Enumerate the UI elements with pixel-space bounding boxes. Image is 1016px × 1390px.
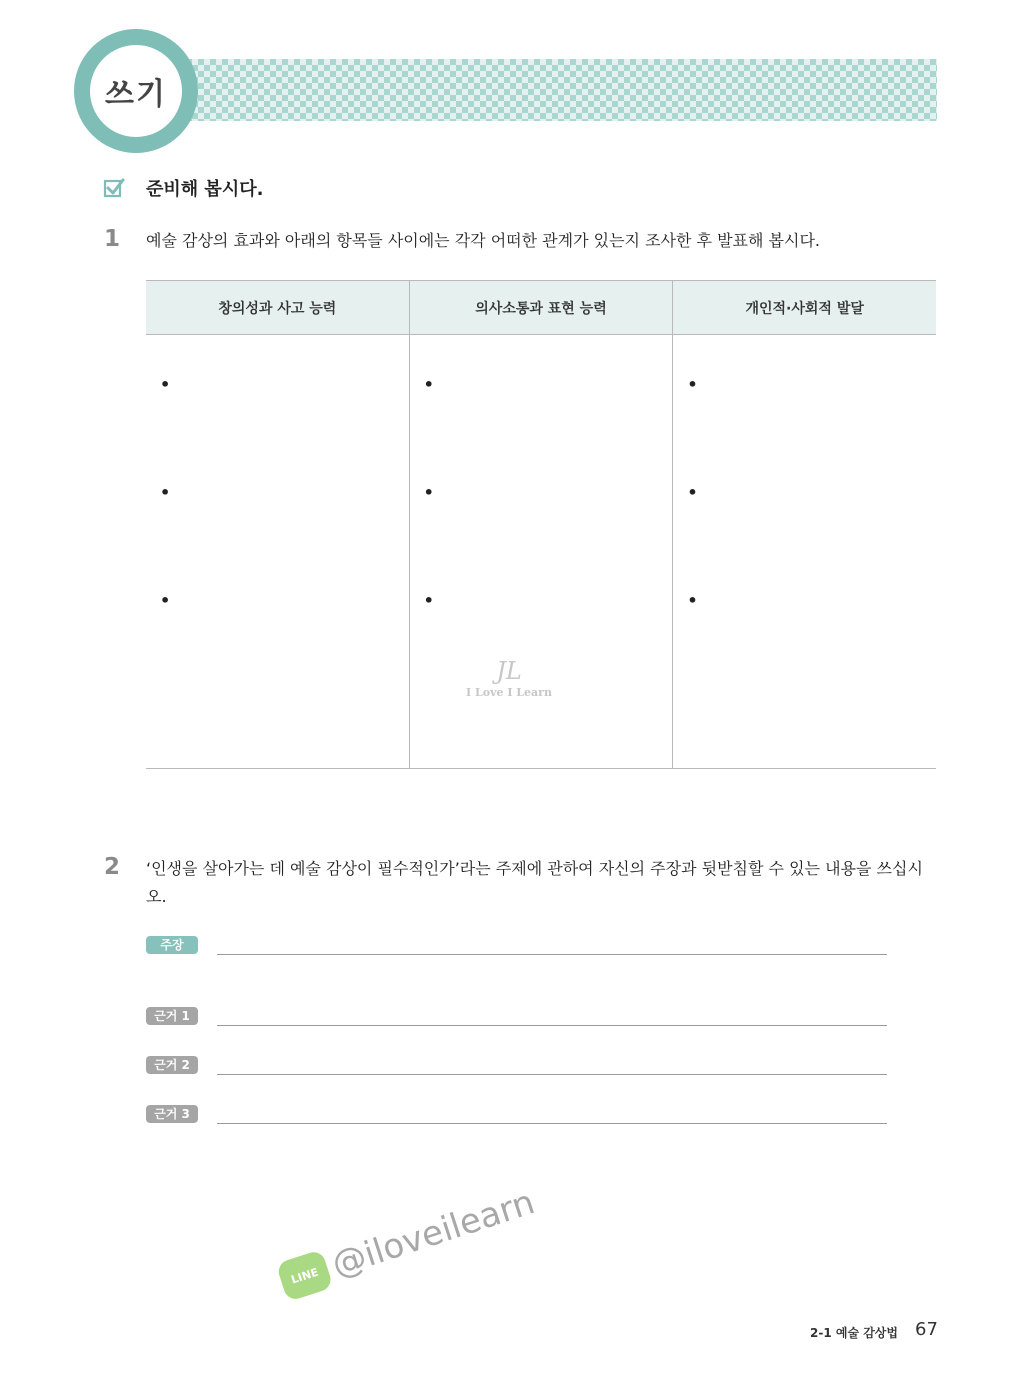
reason-2-answer-line[interactable] bbox=[217, 1074, 887, 1075]
bullet: • bbox=[687, 375, 698, 394]
checkbox-checked-icon bbox=[103, 177, 125, 199]
bullet: • bbox=[687, 591, 698, 610]
social-watermark bbox=[276, 1182, 540, 1302]
bullet: • bbox=[423, 591, 434, 610]
claim-tag: 주장 bbox=[146, 936, 198, 954]
table-column-development bbox=[672, 281, 936, 768]
claim-answer-line[interactable] bbox=[217, 954, 887, 955]
reason-2-tag: 근거 2 bbox=[146, 1056, 198, 1074]
reason-3-tag: 근거 3 bbox=[146, 1105, 198, 1123]
page-number: 67 bbox=[915, 1319, 938, 1340]
prep-heading: 준비해 봅시다. bbox=[146, 179, 264, 200]
reason-1-tag: 근거 1 bbox=[146, 1007, 198, 1025]
bullet: • bbox=[160, 483, 171, 502]
question-1-text: 예술 감상의 효과와 아래의 항목들 사이에는 각각 어떠한 관계가 있는지 조사한 후 발표해 봅시다. bbox=[146, 231, 820, 250]
question-1-number: 1 bbox=[104, 226, 121, 252]
section-title: 쓰기 bbox=[105, 77, 167, 112]
bullet: • bbox=[423, 375, 434, 394]
bullet: • bbox=[160, 591, 171, 610]
table-answer-cell[interactable] bbox=[146, 335, 409, 768]
watermark-monogram: JL bbox=[496, 657, 522, 685]
line-app-icon: LINE bbox=[276, 1249, 334, 1302]
table-answer-cell[interactable] bbox=[673, 335, 936, 768]
watermark-logo bbox=[456, 658, 562, 699]
table-header: 창의성과 사고 능력 bbox=[146, 281, 409, 335]
header-pattern-band bbox=[180, 59, 937, 121]
reason-1-answer-line[interactable] bbox=[217, 1025, 887, 1026]
watermark-text: I Love I Learn bbox=[466, 686, 552, 699]
footer-section-label: 2-1 예술 감상법 bbox=[810, 1326, 898, 1340]
social-handle: @iloveilearn bbox=[326, 1182, 540, 1286]
table-answer-cell[interactable] bbox=[410, 335, 673, 768]
table-header: 개인적·사회적 발달 bbox=[673, 281, 936, 335]
bullet: • bbox=[160, 375, 171, 394]
question-2-text: ‘인생을 살아가는 데 예술 감상이 필수적인가’라는 주제에 관하여 자신의 주장과 뒷받침할 수 있는 내용을 쓰십시오. bbox=[146, 859, 923, 906]
table-header: 의사소통과 표현 능력 bbox=[410, 281, 673, 335]
bullet: • bbox=[423, 483, 434, 502]
question-2-number: 2 bbox=[104, 854, 121, 880]
bullet: • bbox=[687, 483, 698, 502]
reason-3-answer-line[interactable] bbox=[217, 1123, 887, 1124]
table-column-creativity bbox=[146, 281, 409, 768]
section-title-badge bbox=[74, 29, 198, 153]
